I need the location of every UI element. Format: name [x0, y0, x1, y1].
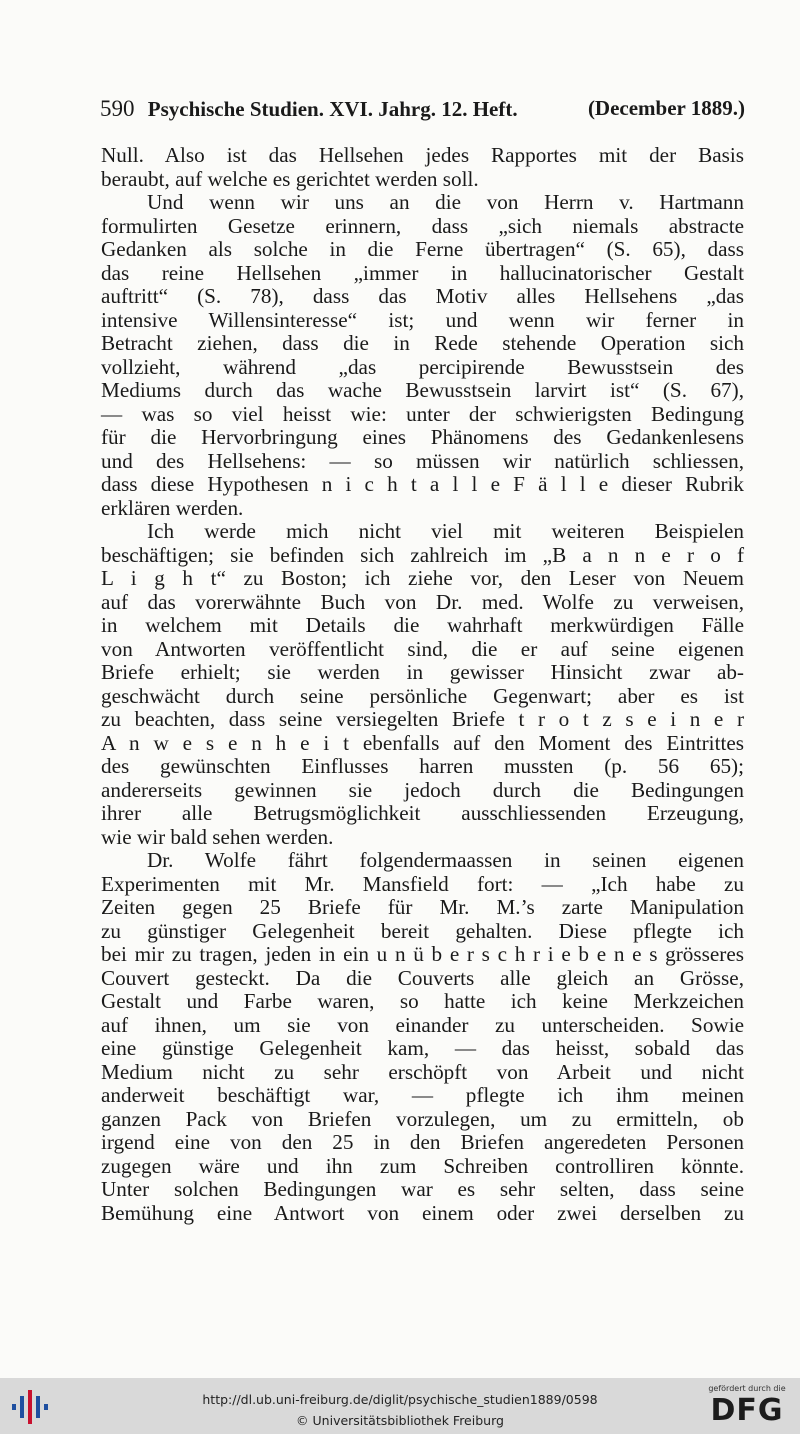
text-line: vollzieht, während „das percipirende Bewusstsein des	[101, 354, 744, 379]
text-line: beschäftigen; sie befinden sich zahlreich im „B a n n e r o f	[101, 542, 744, 567]
text-line: geschwächt durch seine persönliche Gegenwart; aber es ist	[101, 683, 744, 708]
text-line: von Antworten veröffentlicht sind, die er auf seine eigenen	[101, 636, 744, 661]
text-line: Betracht ziehen, dass die in Rede stehende Operation sich	[101, 331, 744, 355]
text-line: auf ihnen, um sie von einander zu unterscheiden. Sowie	[101, 1012, 744, 1037]
text-line: formulirten Gesetze erinnern, dass „sich niemals abstracte	[101, 213, 744, 238]
text-line: Null. Also ist das Hellsehen jedes Rapportes mit der Basis	[101, 143, 744, 167]
text-line: Unter solchen Bedingungen war es sehr selten, dass seine	[101, 1177, 744, 1201]
text-line: auf das vorerwähnte Buch von Dr. med. Wolfe zu verweisen,	[101, 589, 744, 614]
text-line: Und wenn wir uns an die von Herrn v. Hartmann	[147, 190, 744, 214]
body-text	[101, 144, 744, 1225]
text-line: bei mir zu tragen, jeden in ein u n ü b e r s c h r i e b e n e s grösseres	[101, 942, 744, 966]
text-line: Bemühung eine Antwort von einem oder zwei derselben zu	[101, 1200, 744, 1225]
page-number: 590	[100, 96, 135, 121]
text-line: in welchem mit Details die wahrhaft merkwürdigen Fälle	[101, 613, 744, 637]
text-line: — was so viel heisst wie: unter der schwierigsten Bedingung	[101, 401, 744, 426]
text-line: für die Hervorbringung eines Phänomens des Gedankenlesens	[101, 425, 744, 449]
text-line: Zeiten gegen 25 Briefe für Mr. M.’s zarte Manipulation	[101, 895, 744, 919]
text-line: erklären werden.	[101, 495, 244, 520]
text-line: Ich werde mich nicht viel mit weiteren Beispielen	[147, 519, 744, 543]
text-line: A n w e s e n h e i t ebenfalls auf den Moment des Eintrittes	[101, 730, 744, 755]
text-line: Experimenten mit Mr. Mansfield fort: — „Ich habe zu	[101, 871, 744, 896]
text-line: und des Hellsehens: — so müssen wir natürlich schliessen,	[101, 448, 744, 473]
text-line: ganzen Pack von Briefen vorzulegen, um zu ermitteln, ob	[101, 1106, 744, 1131]
text-line: irgend eine von den 25 in den Briefen angeredeten Personen	[101, 1130, 744, 1154]
header-date: (December 1889.)	[587, 96, 745, 120]
text-line: andererseits gewinnen sie jedoch durch die Bedingungen	[101, 777, 744, 802]
text-line: Dr. Wolfe fährt folgendermaassen in seinen eigenen	[147, 848, 744, 872]
text-line: beraubt, auf welche es gerichtet werden soll.	[101, 166, 479, 191]
text-line: Gedanken als solche in die Ferne übertragen“ (S. 65), dass	[101, 237, 744, 261]
text-line: das reine Hellsehen „immer in hallucinatorischer Gestalt	[101, 260, 744, 285]
text-line: auftritt“ (S. 78), dass das Motiv alles Hellsehens „das	[101, 284, 744, 308]
text-line: Couvert gesteckt. Da die Couverts alle gleich an Grösse,	[101, 965, 744, 990]
text-line: des gewünschten Einflusses harren mussten (p. 56 65);	[101, 754, 744, 778]
header-title: Psychische Studien. XVI. Jahrg. 12. Heft.	[147, 97, 518, 121]
text-line: intensive Willensinteresse“ ist; und wenn wir ferner in	[101, 307, 744, 332]
text-line: Briefe erhielt; sie werden in gewisser Hinsicht zwar ab-	[101, 660, 744, 684]
source-url-link[interactable]: http://dl.ub.uni-freiburg.de/diglit/psychische_studien1889/0598	[202, 1392, 598, 1407]
running-header	[100, 96, 745, 122]
dfg-tagline: gefördert durch die	[708, 1384, 786, 1393]
copyright-notice: © Universitätsbibliothek Freiburg	[296, 1413, 504, 1428]
text-line: zugegen wäre und ihn zum Schreiben controlliren könnte.	[101, 1153, 744, 1178]
dfg-logo[interactable]	[704, 1384, 790, 1430]
text-line: Mediums durch das wache Bewusstsein larvirt ist“ (S. 67),	[101, 378, 744, 402]
text-line: ihrer alle Betrugsmöglichkeit ausschliessenden Erzeugung,	[101, 801, 744, 825]
viewer-footer	[0, 1378, 800, 1434]
text-line: eine günstige Gelegenheit kam, — das heisst, sobald das	[101, 1036, 744, 1060]
text-line: L i g h t“ zu Boston; ich ziehe vor, den Leser von Neuem	[101, 566, 744, 590]
text-line: Medium nicht zu sehr erschöpft von Arbeit und nicht	[101, 1059, 744, 1084]
text-line: Gestalt und Farbe waren, so hatte ich keine Merkzeichen	[101, 989, 744, 1013]
text-line: zu beachten, dass seine versiegelten Briefe t r o t z s e i n e r	[101, 707, 744, 731]
dfg-logo-text: DFG	[710, 1393, 784, 1428]
text-line: anderweit beschäftigt war, — pflegte ich ihm meinen	[101, 1083, 744, 1107]
text-line: zu günstiger Gelegenheit bereit gehalten. Diese pflegte ich	[101, 918, 744, 943]
text-line: wie wir bald sehen werden.	[101, 824, 334, 849]
text-line: dass diese Hypothesen n i c h t a l l e F ä l l e dieser Rubrik	[101, 472, 744, 496]
